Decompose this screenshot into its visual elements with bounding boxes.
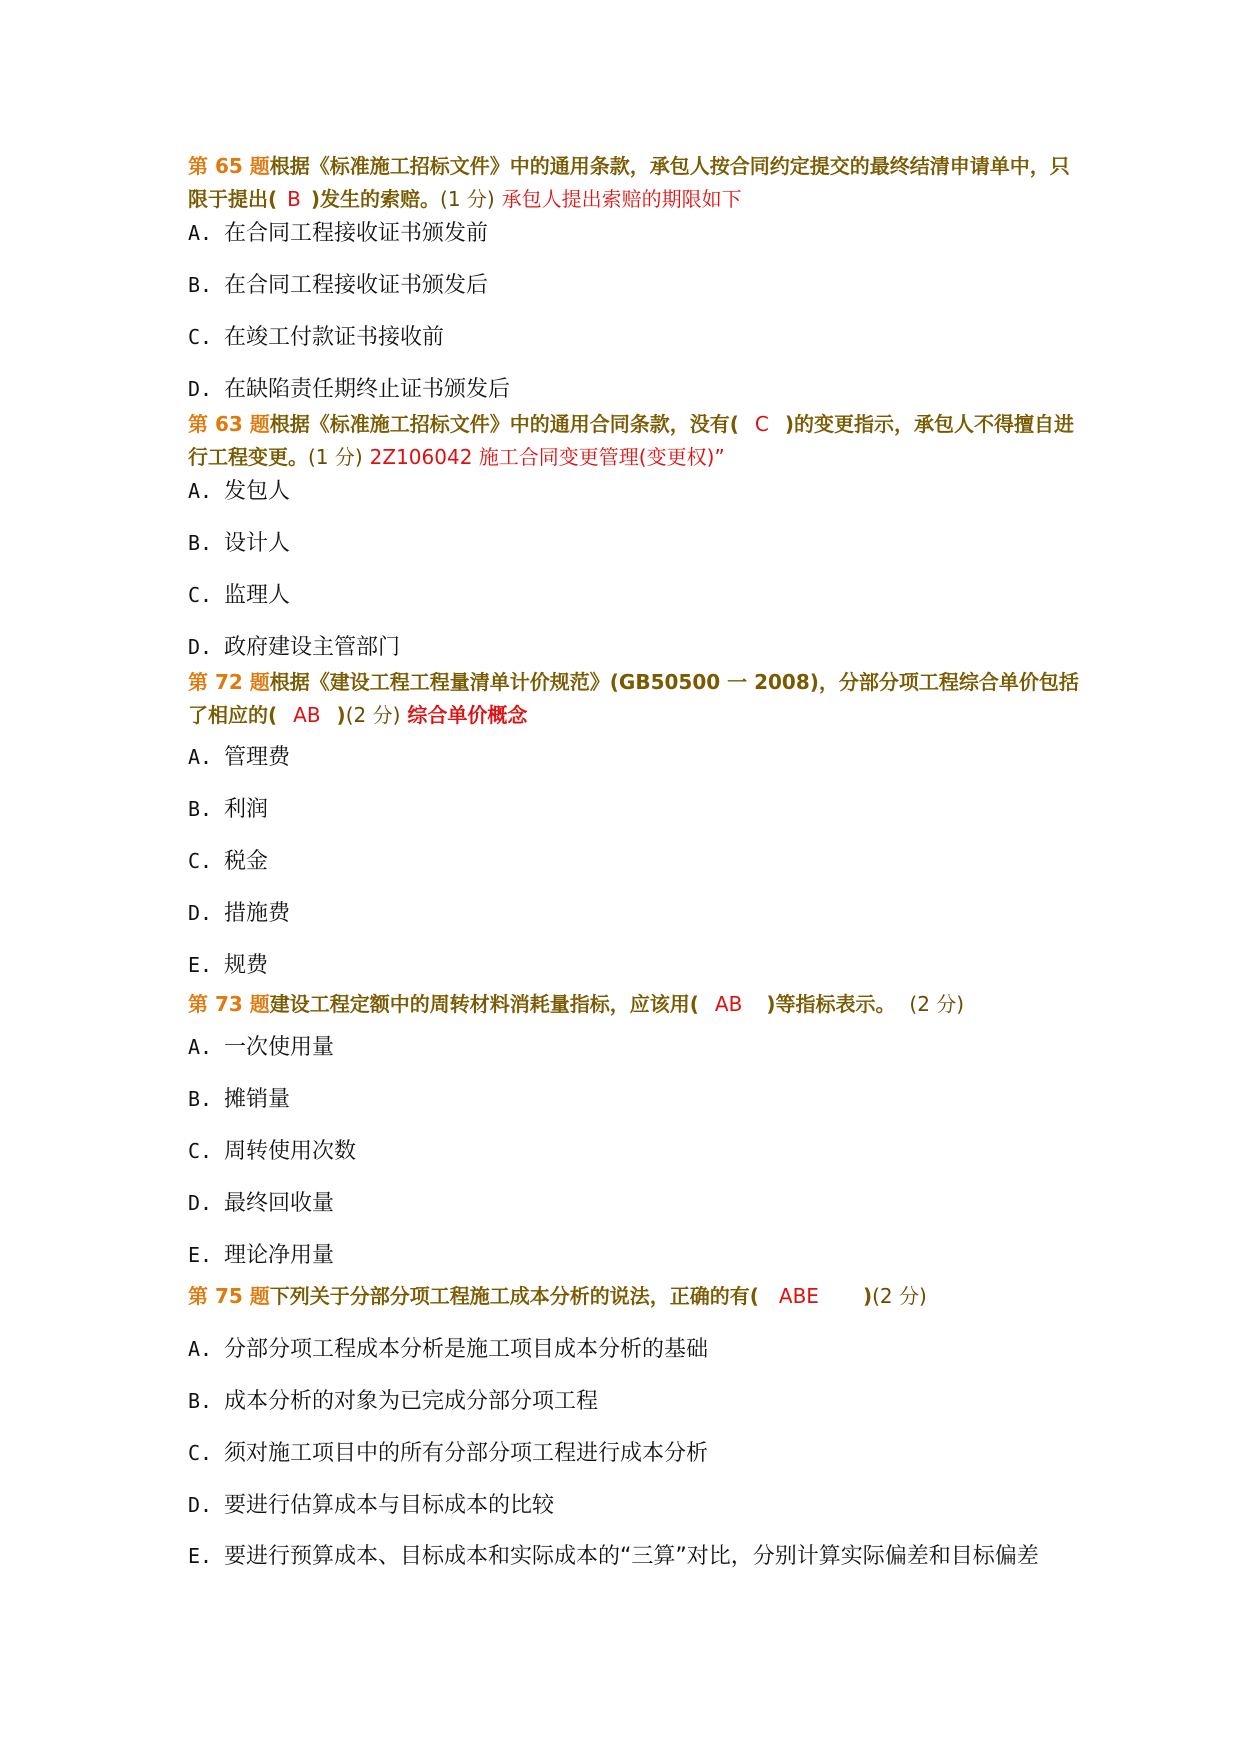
question-text: 根据《标准施工招标文件》中的通用合同条款，没有(	[269, 412, 739, 436]
option-text: 在合同工程接收证书颁发后	[224, 273, 489, 298]
option-text: 分部分项工程成本分析是施工项目成本分析的基础	[224, 1337, 709, 1362]
option-letter: A.	[188, 1337, 213, 1361]
question-points: (2 分)	[872, 1284, 927, 1308]
option-letter: A.	[188, 221, 213, 245]
option-row	[188, 322, 1108, 353]
option-text: 发包人	[224, 479, 291, 504]
option-row	[188, 950, 1108, 981]
option-text: 政府建设主管部门	[224, 635, 401, 660]
option-row	[188, 794, 1108, 825]
option-letter: C.	[188, 849, 213, 873]
option-letter: E.	[188, 953, 213, 977]
option-row	[188, 1084, 1108, 1115]
question-points: (2 分)	[345, 703, 401, 727]
option-row	[188, 1240, 1108, 1271]
option-letter: E.	[188, 1544, 213, 1568]
option-text: 措施费	[224, 901, 291, 926]
option-row	[188, 374, 1108, 405]
question-text-after: )的变更指示，承包人不得擅自进行工程变更。	[188, 412, 1075, 469]
option-text: 规费	[224, 953, 269, 978]
option-letter: B.	[188, 273, 213, 297]
option-text: 一次使用量	[224, 1035, 335, 1060]
question-note: 承包人提出索赔的期限如下	[501, 187, 742, 211]
option-letter: C.	[188, 1441, 213, 1465]
option-text: 摊销量	[224, 1087, 291, 1112]
question-text-after: )	[336, 703, 346, 727]
option-letter: B.	[188, 797, 213, 821]
question-note: 2Z106042 施工合同变更管理(变更权)”	[369, 445, 725, 469]
option-row	[188, 1386, 1108, 1417]
option-row	[188, 476, 1108, 507]
question-text: 根据《标准施工招标文件》中的通用条款，承包人按合同约定提交的最终结清申请单中，只限于提出(	[188, 154, 1070, 211]
option-text: 设计人	[224, 531, 291, 556]
option-row	[188, 1490, 1108, 1521]
option-letter: A.	[188, 1035, 213, 1059]
answer-mark: B	[287, 187, 301, 211]
option-letter: C.	[188, 325, 213, 349]
option-text: 成本分析的对象为已完成分部分项工程	[224, 1389, 599, 1414]
question-number: 第 72 题	[188, 670, 270, 694]
option-letter: B.	[188, 531, 213, 555]
question-63-stem	[188, 408, 1088, 474]
option-letter: D.	[188, 901, 213, 925]
option-row	[188, 846, 1108, 877]
question-number: 第 75 题	[188, 1284, 270, 1308]
question-text-after: )	[862, 1284, 873, 1308]
option-row	[188, 270, 1108, 301]
option-letter: D.	[188, 1493, 213, 1517]
option-row	[188, 218, 1108, 249]
option-row	[188, 1188, 1108, 1219]
question-number: 第 65 题	[188, 154, 270, 178]
option-text: 理论净用量	[224, 1243, 335, 1268]
option-row	[188, 1032, 1108, 1063]
question-note: 综合单价概念	[407, 703, 528, 727]
option-text: 要进行估算成本与目标成本的比较	[224, 1493, 555, 1518]
option-text: 最终回收量	[224, 1191, 335, 1216]
answer-mark: AB	[293, 703, 321, 727]
question-72-stem	[188, 666, 1088, 732]
option-letter: D.	[188, 377, 213, 401]
option-text: 利润	[224, 797, 269, 822]
question-75-stem	[188, 1280, 1088, 1313]
option-row	[188, 1136, 1108, 1167]
option-text: 在合同工程接收证书颁发前	[224, 221, 489, 246]
question-points: (2 分)	[909, 992, 965, 1016]
question-number: 第 73 题	[188, 992, 270, 1016]
option-letter: E.	[188, 1243, 213, 1267]
option-text: 管理费	[224, 745, 291, 770]
option-row	[188, 1334, 1108, 1365]
answer-mark: AB	[714, 992, 743, 1016]
question-text: 根据《建设工程工程量清单计价规范》(GB50500 一 2008)，分部分项工程综合单价包括了相应的(	[188, 670, 1079, 727]
option-text: 须对施工项目中的所有分部分项工程进行成本分析	[224, 1441, 709, 1466]
option-text: 监理人	[224, 583, 291, 608]
option-letter: C.	[188, 583, 213, 607]
option-letter: A.	[188, 479, 213, 503]
option-letter: B.	[188, 1087, 213, 1111]
question-text: 建设工程定额中的周转材料消耗量指标，应该用(	[269, 992, 699, 1016]
option-row	[188, 580, 1108, 611]
question-points: (1 分)	[308, 445, 363, 469]
option-text: 在竣工付款证书接收前	[224, 325, 445, 350]
question-text-after: )发生的索赔。	[310, 187, 441, 211]
option-text: 税金	[224, 849, 269, 874]
option-row	[188, 528, 1108, 559]
option-letter: D.	[188, 1191, 213, 1215]
answer-mark: ABE	[778, 1284, 819, 1308]
question-text: 下列关于分部分项工程施工成本分析的说法，正确的有(	[269, 1284, 759, 1308]
option-letter: C.	[188, 1139, 213, 1163]
option-letter: B.	[188, 1389, 213, 1413]
question-points: (1 分)	[440, 187, 495, 211]
question-number: 第 63 题	[188, 412, 270, 436]
answer-mark: C	[754, 412, 769, 436]
question-73-stem	[188, 988, 1088, 1021]
option-text: 在缺陷责任期终止证书颁发后	[224, 377, 511, 402]
option-row	[188, 742, 1108, 773]
option-row	[188, 1542, 1108, 1571]
question-65-stem	[188, 150, 1088, 216]
option-text: 周转使用次数	[224, 1139, 357, 1164]
option-row	[188, 898, 1108, 929]
option-row	[188, 1438, 1108, 1469]
option-letter: D.	[188, 635, 213, 659]
option-row	[188, 632, 1108, 663]
option-letter: A.	[188, 745, 213, 769]
option-text: 要进行预算成本、目标成本和实际成本的“三算”对比，分别计算实际偏差和目标偏差	[224, 1544, 1039, 1569]
question-text-after: )等指标表示。	[766, 992, 896, 1016]
